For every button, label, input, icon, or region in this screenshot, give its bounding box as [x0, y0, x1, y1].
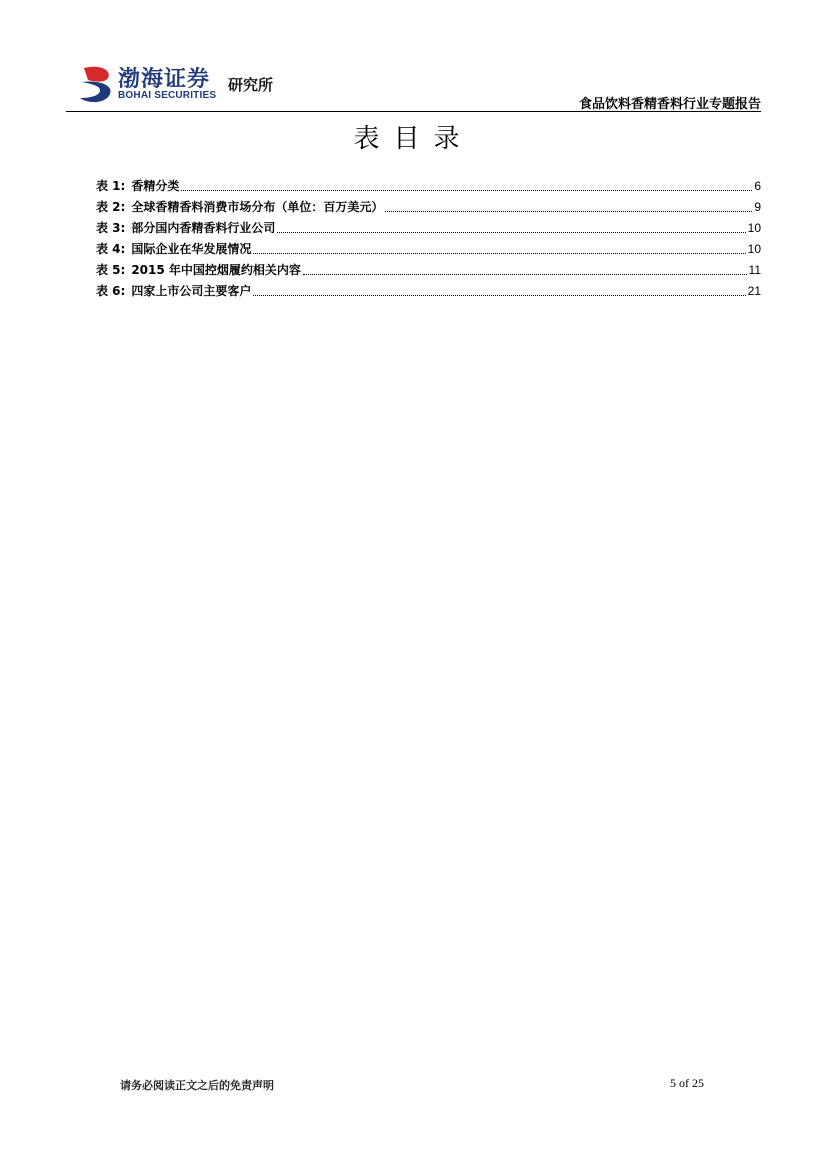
- toc-leader-dots: [385, 211, 752, 212]
- toc-entry-title: 四家上市公司主要客户: [131, 284, 252, 298]
- institute-label: 研究所: [228, 76, 274, 94]
- toc-entry-page: 11: [748, 263, 761, 277]
- toc-entry-page: 21: [747, 284, 761, 298]
- toc-entry-title: 2015 年中国控烟履约相关内容: [131, 263, 301, 277]
- toc-entry-number: 表 1:: [96, 179, 126, 193]
- toc-entry-number: 表 6:: [96, 284, 126, 298]
- toc-entry[interactable]: [96, 219, 761, 240]
- toc-entry[interactable]: [96, 261, 761, 282]
- toc-entry[interactable]: [96, 177, 761, 198]
- toc-entry[interactable]: [96, 282, 761, 303]
- toc-entry-title: 部分国内香精香料行业公司: [131, 221, 276, 235]
- toc-entry[interactable]: [96, 198, 761, 219]
- bohai-logo-icon: [78, 64, 116, 104]
- toc-entry-page: 9: [754, 200, 761, 214]
- toc-entry-number: 表 2:: [96, 200, 126, 214]
- toc-entry-number: 表 3:: [96, 221, 126, 235]
- toc-entry-page: 10: [747, 221, 761, 235]
- toc-leader-dots: [253, 295, 745, 296]
- disclaimer-note: 请务必阅读正文之后的免责声明: [120, 1079, 274, 1092]
- toc-entry-page: 10: [747, 242, 761, 256]
- logo-english-name: BOHAI SECURITIES: [118, 90, 217, 101]
- toc-leader-dots: [277, 232, 745, 233]
- toc-leader-dots: [253, 253, 745, 254]
- page-title: 表目录: [353, 124, 474, 154]
- company-logo: [78, 62, 298, 106]
- toc-entry-title: 国际企业在华发展情况: [131, 242, 252, 256]
- page-number: 5 of 25: [670, 1076, 704, 1090]
- table-of-tables: [96, 177, 761, 303]
- header-divider: [66, 111, 761, 112]
- toc-entry-title: 香精分类: [131, 179, 180, 193]
- logo-chinese-name: 渤海证券: [118, 66, 211, 92]
- report-title: 食品饮料香精香料行业专题报告: [578, 97, 761, 112]
- toc-entry-number: 表 4:: [96, 242, 126, 256]
- toc-entry-page: 6: [754, 179, 761, 193]
- toc-leader-dots: [303, 274, 747, 275]
- toc-leader-dots: [181, 190, 752, 191]
- toc-entry-number: 表 5:: [96, 263, 126, 277]
- toc-entry[interactable]: [96, 240, 761, 261]
- toc-entry-title: 全球香精香料消费市场分布（单位：百万美元）: [131, 200, 384, 214]
